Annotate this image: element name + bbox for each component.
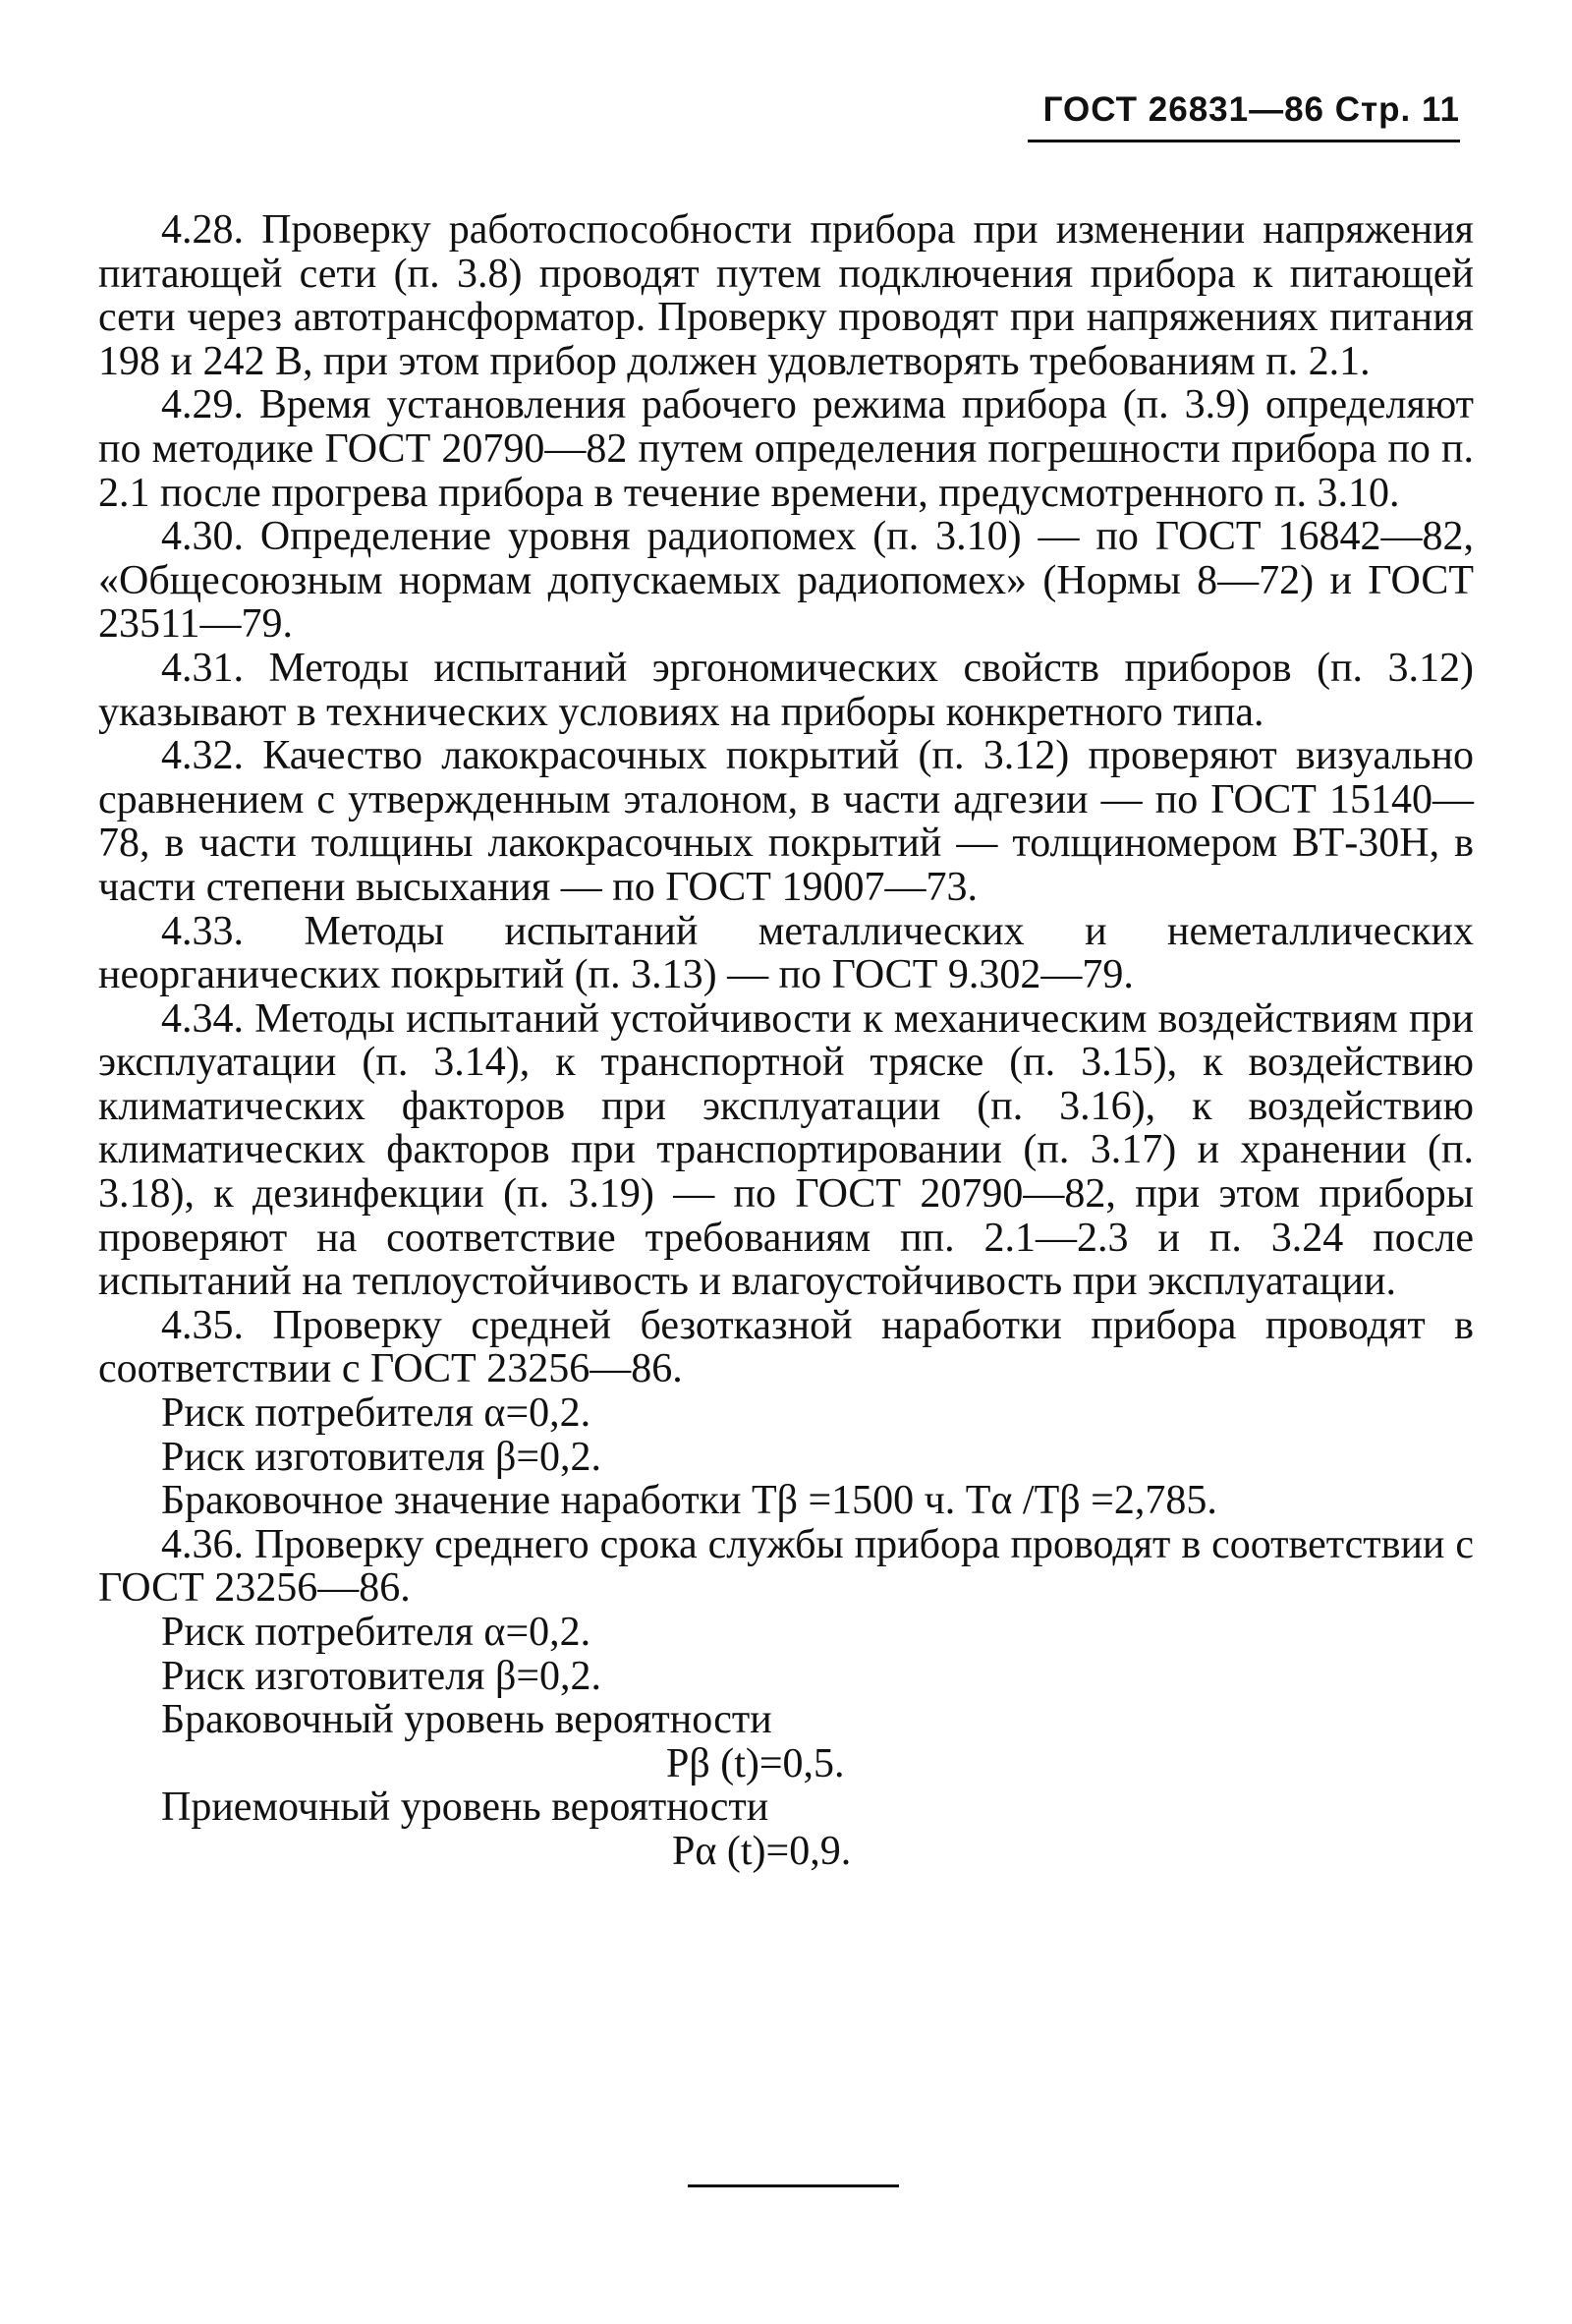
risk-consumer-4-35: Риск потребителя α=0,2. bbox=[161, 1390, 591, 1437]
paragraph-4-28: 4.28. Проверку работоспособности прибора при изменении напряжения питающей сети (п. 3.8) проводят путем подключения прибора к питающей сети через автотрансформатор. Проверку проводят при напряжениях питания 198 и 242 В, при этом прибор должен удовлетворять требованиям п. 2.1. bbox=[98, 207, 1474, 384]
paragraph-4-30: 4.30. Определение уровня радиопомех (п. 3.10) — по ГОСТ 16842—82, «Общесоюзным нормам допускаемых радиопомех» (Нормы 8—72) и ГОСТ 23511—79. bbox=[98, 514, 1474, 648]
document-body bbox=[98, 208, 1474, 1874]
paragraph-4-31: 4.31. Методы испытаний эргономических свойств приборов (п. 3.12) указывают в технических условиях на приборы конкретного типа. bbox=[98, 645, 1474, 735]
risk-manufacturer-4-36: Риск изготовителя β=0,2. bbox=[161, 1653, 602, 1699]
paragraph-4-36: 4.36. Проверку среднего срока службы прибора проводят в соответствии с ГОСТ 23256—86. bbox=[98, 1521, 1474, 1612]
end-rule bbox=[688, 2184, 899, 2187]
risk-manufacturer-4-35: Риск изготовителя β=0,2. bbox=[161, 1434, 602, 1480]
paragraph-4-34: 4.34. Методы испытаний устойчивости к механическим воздействиям при эксплуатации (п. 3.14), к транспортной тряске (п. 3.15), к воздействию климатических факторов при эксплуатации (п. 3.16), к воздействию климатических факторов при транспортировании (п. 3.17) и хранении (п. 3.18), к дезинфекции (п. 3.19) — по ГОСТ 20790—82, при этом приборы проверяют на соответствие требованиям пп. 2.1—2.3 и п. 3.24 после испытаний на теплоустойчивость и влагоустойчивость при эксплуатации. bbox=[98, 995, 1474, 1305]
reject-level-formula: Pβ (t)=0,5. bbox=[666, 1740, 845, 1786]
reject-level-label: Браковочный уровень вероятности bbox=[161, 1697, 772, 1743]
risk-consumer-4-36: Риск потребителя α=0,2. bbox=[161, 1610, 591, 1655]
paragraph-4-29: 4.29. Время установления рабочего режима прибора (п. 3.9) определяют по методике ГОСТ 20790—82 путем определения погрешности прибора по п. 2.1 после прогрева прибора в течение времени, предусмотренного п. 3.10. bbox=[98, 382, 1474, 516]
paragraph-4-33: 4.33. Методы испытаний металлических и неметаллических неорганических покрытий (п. 3.13) — по ГОСТ 9.302—79. bbox=[98, 908, 1474, 998]
accept-level-formula: Pα (t)=0,9. bbox=[672, 1828, 852, 1874]
page-header: ГОСТ 26831—86 Стр. 11 bbox=[1028, 90, 1460, 142]
reject-value-4-35: Браковочное значение наработки Tβ =1500 ч. Tα /Tβ =2,785. bbox=[161, 1478, 1217, 1524]
paragraph-4-35: 4.35. Проверку средней безотказной наработки прибора проводят в соответствии с ГОСТ 23256—86. bbox=[98, 1302, 1474, 1392]
accept-level-label: Приемочный уровень вероятности bbox=[161, 1785, 769, 1831]
paragraph-4-32: 4.32. Качество лакокрасочных покрытий (п. 3.12) проверяют визуально сравнением с утвержденным эталоном, в части адгезии — по ГОСТ 15140—78, в части толщины лакокрасочных покрытий — толщиномером ВТ-30Н, в части степени высыхания — по ГОСТ 19007—73. bbox=[98, 733, 1474, 910]
